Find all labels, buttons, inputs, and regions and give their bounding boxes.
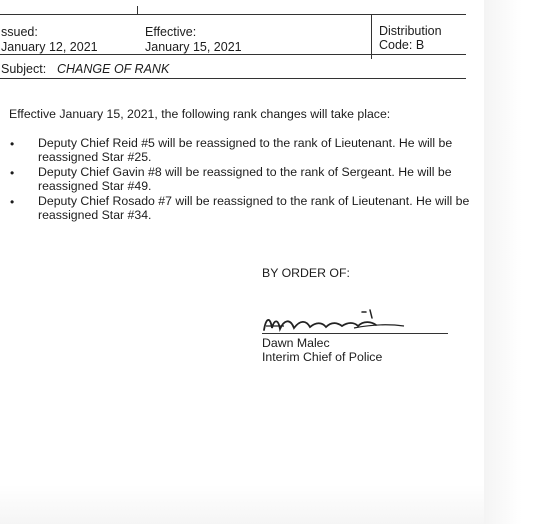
signature-line <box>262 333 448 334</box>
list-item-2-line2: reassigned Star #49. <box>38 179 152 193</box>
top-rule <box>0 14 466 15</box>
subject-value: CHANGE OF RANK <box>57 62 170 76</box>
distribution-code: Code: B <box>379 38 425 52</box>
list-item-3-line1: Deputy Chief Rosado #7 will be reassigned to the rank of Lieutenant. He will be <box>38 194 470 208</box>
issued-label: ssued: <box>1 25 38 39</box>
list-item-3-line2: reassigned Star #34. <box>38 208 152 222</box>
intro-paragraph: Effective January 15, 2021, the following rank changes will take place: <box>9 107 391 121</box>
distribution-divider <box>371 14 372 59</box>
effective-label: Effective: <box>145 25 197 39</box>
header-rule <box>0 54 466 55</box>
bullet-3: • <box>10 195 15 209</box>
distribution-label: Distribution <box>379 24 442 38</box>
bullet-1: • <box>10 137 15 151</box>
subject-rule <box>0 78 466 79</box>
signer-title: Interim Chief of Police <box>262 350 383 364</box>
list-item-2-line1: Deputy Chief Gavin #8 will be reassigned to the rank of Sergeant. He will be <box>38 165 452 179</box>
list-item-1-line1: Deputy Chief Reid #5 will be reassigned to the rank of Lieutenant. He will be <box>38 136 453 150</box>
handwritten-signature <box>254 300 454 340</box>
page-edge-shade <box>484 0 538 524</box>
subject-label: Subject: <box>1 62 47 76</box>
page-bottom-shade <box>0 485 484 524</box>
top-tick <box>137 6 138 15</box>
list-item-1-line2: reassigned Star #25. <box>38 150 152 164</box>
issued-date: January 12, 2021 <box>1 40 98 54</box>
effective-date: January 15, 2021 <box>145 40 242 54</box>
signer-name: Dawn Malec <box>262 336 330 350</box>
bullet-2: • <box>10 166 15 180</box>
by-order-of: BY ORDER OF: <box>262 266 350 280</box>
